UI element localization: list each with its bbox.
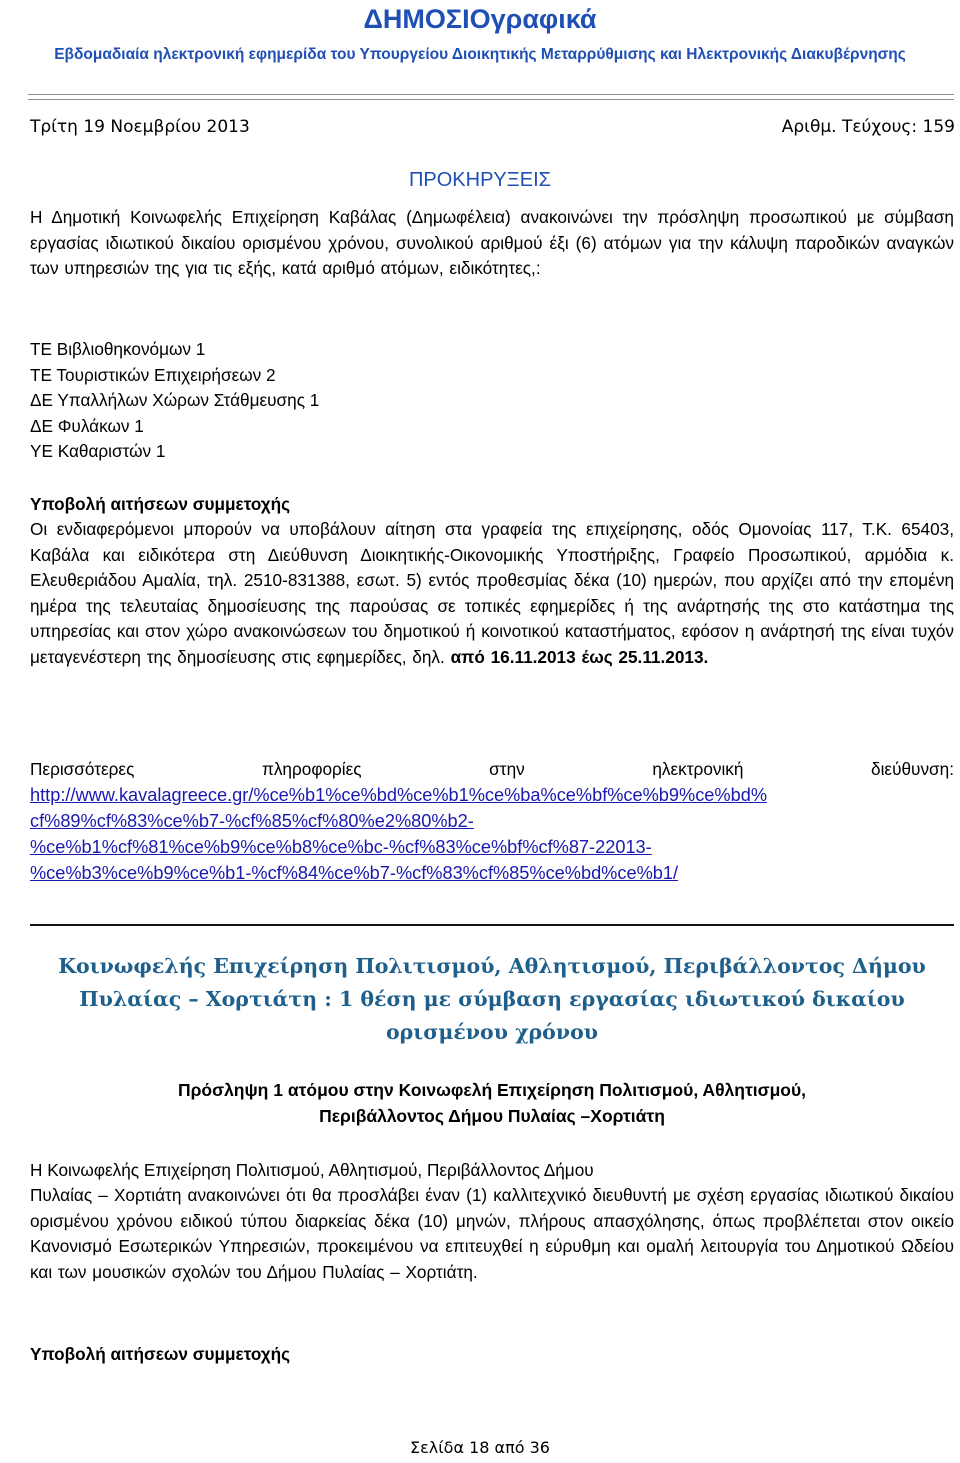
page-number: Σελίδα 18 από 36 <box>410 1438 550 1457</box>
masthead-title: ΔΗΜΟΣΙΟγραφικά <box>363 4 597 34</box>
notice2-title <box>40 950 944 1049</box>
notice1-apply-heading: Υποβολή αιτήσεων συμμετοχής <box>30 494 291 514</box>
title-line: ορισμένου χρόνου <box>386 1020 598 1044</box>
more-info-link[interactable] <box>30 782 954 886</box>
apply-dates: από 16.11.2013 έως 25.11.2013. <box>450 646 709 667</box>
url-line[interactable]: cf%89%cf%83%ce%b7-%cf%85%cf%80%e2%80%b2- <box>30 811 474 831</box>
position-item: ΤΕ Βιβλιοθηκονόμων 1 <box>30 339 206 359</box>
title-line: Κοινωφελής Επιχείρηση Πολιτισμού, Αθλητισμού, Περιβάλλοντος Δήμου <box>58 954 926 978</box>
position-item: ΔΕ Φυλάκων 1 <box>30 415 144 436</box>
title-line: Πυλαίας – Χορτιάτη : 1 θέση με σύμβαση εργασίας ιδιωτικού δικαίου <box>79 987 905 1011</box>
masthead-subtitle: Εβδομαδιαία ηλεκτρονική εφημερίδα του Υπουργείου Διοικητικής Μεταρρύθμισης και Ηλεκτρονικής Διακυβέρνησης <box>54 46 906 63</box>
notice2-body-first-line: Η Κοινωφελής Επιχείρηση Πολιτισμού, Αθλητισμού, Περιβάλλοντος Δήμου <box>30 1160 594 1180</box>
more-info-label: Περισσότερες πληροφορίες στην ηλεκτρονική διεύθυνση: <box>30 759 954 779</box>
header-rule-bottom <box>28 99 954 100</box>
issue-number: Αριθμ. Τεύχους: 159 <box>781 117 955 137</box>
notice1-apply-text <box>30 517 954 670</box>
header-rule-top <box>28 94 954 95</box>
subtitle-line: Πρόσληψη 1 ατόμου στην Κοινωφελή Επιχείρηση Πολιτισμού, Αθλητισμού, <box>177 1080 807 1100</box>
notice2-subtitle <box>60 1077 924 1129</box>
subtitle-line: Περιβάλλοντος Δήμου Πυλαίας –Χορτιάτη <box>319 1106 665 1126</box>
notice1-intro: Η Δημοτική Κοινωφελής Επιχείρηση Καβάλας (Δημωφέλεια) ανακοινώνει την πρόσληψη προσωπικού με σύμβαση εργασίας ιδιωτικού δικαίου ορισμένου χρόνου, συνολικού αριθμού έξι (6) ατόμων για την κάλυψη παροδικών αναγκών των υπηρεσιών της για τις εξής, κατά αριθμό ατόμων, ειδικότητες,: <box>30 207 954 278</box>
apply-body: Οι ενδιαφερόμενοι μπορούν να υποβάλουν αίτηση στα γραφεία της επιχείρησης, οδός Ομονοίας 117, Τ.Κ. 65403, Καβάλα και ειδικότερα στη Διεύθυνση Διοικητικής-Οικονομικής Υποστήριξης, Γραφείο Προσωπικού, αρμόδια κ. Ελευθεριάδου Αμαλία, τηλ. 2510-831388, εσωτ. 5) εντός προθεσμίας δέκα (10) ημερών, που αρχίζει από την επομένη ημέρα της τελευταίας δημοσίευσης της παρούσας σε τοπικές εφημερίδες ή της ανάρτησής της στο κατάστημα της υπηρεσίας και στον χώρο ανακοινώσεων του δημοτικού ή κοινοτικού καταστήματος, εφόσον η ανάρτησή της είναι τυχόν μεταγενέστερη της δημοσίευσης στις εφημερίδες, δηλ. <box>30 519 954 667</box>
position-item: ΔΕ Υπαλλήλων Χώρων Στάθμευσης 1 <box>30 390 320 410</box>
url-line[interactable]: %ce%b1%cf%81%ce%b9%ce%b8%ce%bc-%cf%83%ce%bf%cf%87-22013- <box>30 837 652 857</box>
section-separator <box>30 924 954 926</box>
position-item: ΤΕ Τουριστικών Επιχειρήσεων 2 <box>30 364 276 385</box>
notice2-apply-heading: Υποβολή αιτήσεων συμμετοχής <box>30 1344 291 1364</box>
url-line[interactable]: %ce%b3%ce%b9%ce%b1-%cf%84%ce%b7-%cf%83%cf%85%ce%bd%ce%b1/ <box>30 863 679 883</box>
issue-date: Τρίτη 19 Νοεμβρίου 2013 <box>30 117 250 137</box>
position-item: ΥΕ Καθαριστών 1 <box>30 441 166 461</box>
issue-info-line <box>30 116 955 138</box>
notice2-body: Πυλαίας – Χορτιάτη ανακοινώνει ότι θα προσλάβει έναν (1) καλλιτεχνικό διευθυντή με σχέση εργασίας ιδιωτικού δικαίου ορισμένου χρόνου ειδικού τύπου διαρκείας δέκα (10) μηνών, πλήρους απασχόλησης, όπως προβλέπεται στον οικείο Κανονισμό Εσωτερικών Υπηρεσιών, προκειμένου να επιτευχθεί η εύρυθμη και ομαλή λειτουργία του Δημοτικού Ωδείου και των μουσικών σχολών του Δήμου Πυλαίας – Χορτιάτη. <box>30 1185 954 1282</box>
section-title: ΠΡΟΚΗΡΥΞΕΙΣ <box>408 169 552 191</box>
positions-list <box>30 337 954 465</box>
url-line[interactable]: http://www.kavalagreece.gr/%ce%b1%ce%bd%ce%b1%ce%ba%ce%bf%ce%b9%ce%bd% <box>30 785 767 805</box>
